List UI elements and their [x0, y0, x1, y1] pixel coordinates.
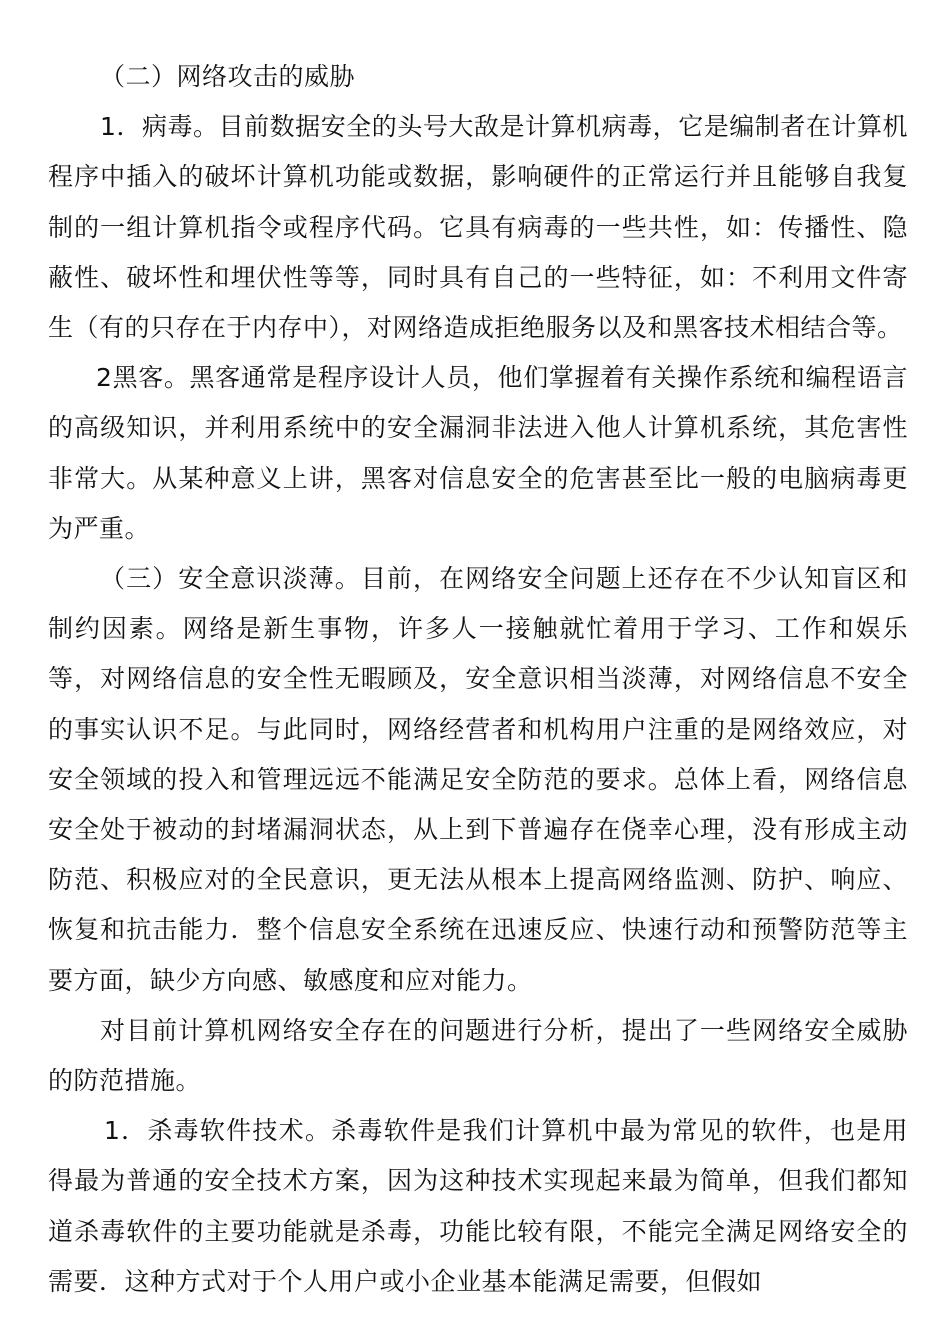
paragraph-antivirus: 1．杀毒软件技术。杀毒软件是我们计算机中最为常见的软件，也是用得最为普通的安全技术方案，因为这种技术实现起来最为简单，但我们都知道杀毒软件的主要功能就是杀毒，功能比较有限，不能完全满足网络安全的需要．这种方式对于个人用户或小企业基本能满足需要，但假如	[48, 1116, 908, 1296]
document-body	[48, 52, 908, 1307]
section-heading: （二）网络攻击的威胁	[100, 62, 356, 91]
paragraph-hacker: 2黑客。黑客通常是程序设计人员，他们掌握着有关操作系统和编程语言的高级知识，并利用系统中的安全漏洞非法进入他人计算机系统，其危害性非常大。从某种意义上讲，黑客对信息安全的危害甚至比一般的电脑病毒更为严重。	[48, 363, 908, 543]
paragraph-security-awareness: （三）安全意识淡薄。目前，在网络安全问题上还存在不少认知盲区和制约因素。网络是新生事物，许多人一接触就忙着用于学习、工作和娱乐等，对网络信息的安全性无暇顾及，安全意识相当淡薄，对网络信息不安全的事实认识不足。与此同时，网络经营者和机构用户注重的是网络效应，对安全领域的投入和管理远远不能满足安全防范的要求。总体上看，网络信息安全处于被动的封堵漏洞状态，从上到下普遍存在侥幸心理，没有形成主动防范、积极应对的全民意识，更无法从根本上提高网络监测、防护、响应、恢复和抗击能力．整个信息安全系统在迅速反应、快速行动和预警防范等主要方面，缺少方向感、敏感度和应对能力。	[48, 564, 908, 995]
paragraph-analysis: 对目前计算机网络安全存在的问题进行分析，提出了一些网络安全威胁的防范措施。	[48, 1015, 908, 1096]
paragraph-virus: 1．病毒。目前数据安全的头号大敌是计算机病毒，它是编制者在计算机程序中插入的破坏计算机功能或数据，影响硬件的正常运行并且能够自我复制的一组计算机指令或程序代码。它具有病毒的一些共性，如：传播性、隐蔽性、破坏性和埋伏性等等，同时具有自己的一些特征，如：不利用文件寄生（有的只存在于内存中），对网络造成拒绝服务以及和黑客技术相结合等。	[48, 112, 908, 343]
